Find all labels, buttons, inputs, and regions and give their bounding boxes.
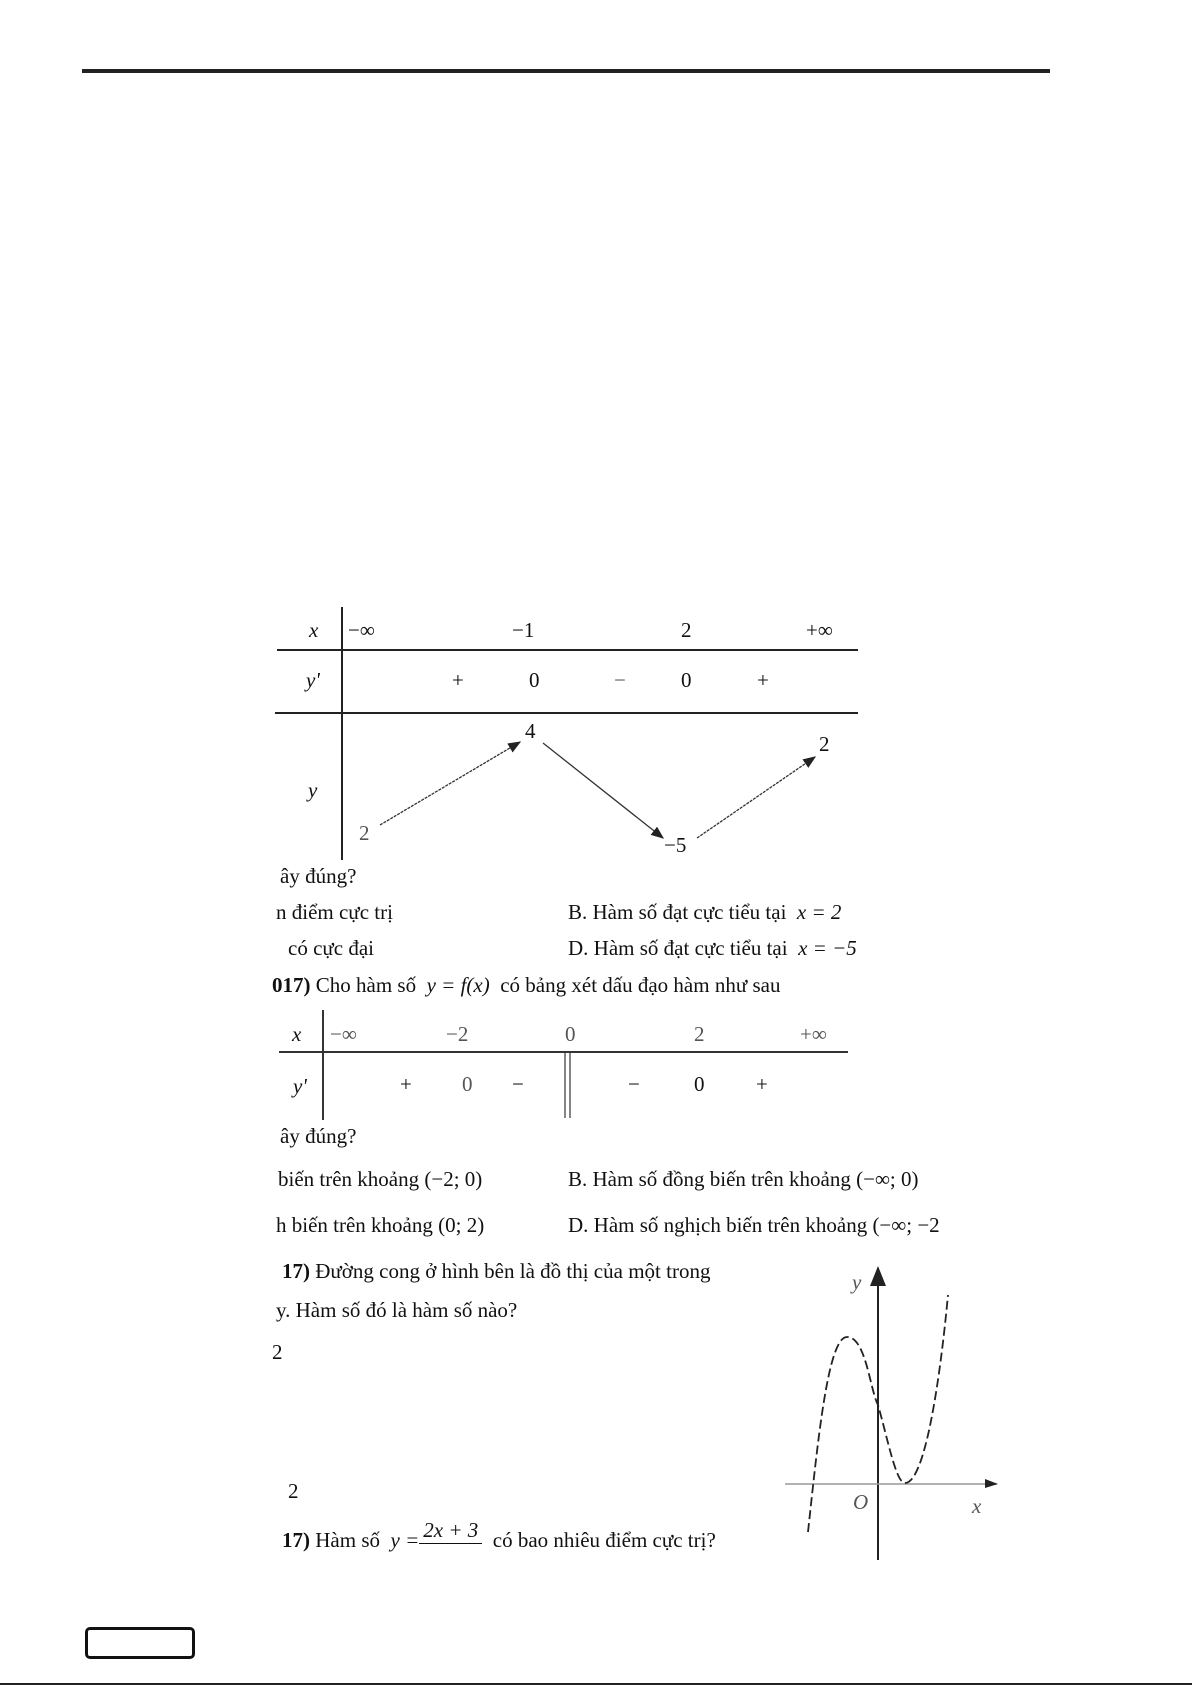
- t1-x-label: x: [309, 618, 319, 642]
- t2-sign: 0: [694, 1072, 705, 1096]
- q2-option-b: B. Hàm số đồng biến trên khoảng (−∞; 0): [568, 1167, 919, 1191]
- q2-option-a: biến trên khoảng (−2; 0): [278, 1167, 483, 1191]
- t1-y-value: 2: [819, 732, 830, 756]
- q1-stem: ây đúng?: [280, 864, 357, 888]
- t2-x-label: x: [292, 1022, 302, 1046]
- footer-box: [85, 1627, 195, 1659]
- t1-y-value: −5: [664, 833, 687, 857]
- q1-option-b: B. Hàm số đạt cực tiểu tại x = 2: [568, 900, 842, 924]
- q3-question-line2: y. Hàm số đó là hàm số nào?: [276, 1298, 518, 1322]
- t1-y-value: 2: [359, 821, 370, 845]
- t2-x-value: 2: [694, 1022, 705, 1046]
- t2-sign: +: [756, 1072, 768, 1096]
- t2-sign: −: [628, 1072, 640, 1096]
- t1-y-value: 4: [525, 719, 536, 743]
- q1-option-c: có cực đại: [288, 936, 374, 960]
- q2-question: 017) Cho hàm số y = f(x) có bảng xét dấu đạo hàm như sau: [272, 973, 781, 997]
- t1-sign: 0: [681, 668, 692, 692]
- t1-sign: −: [614, 668, 626, 692]
- t1-sign: 0: [529, 668, 540, 692]
- variation-arrows: [380, 742, 815, 838]
- t1-sign: +: [757, 668, 769, 692]
- t1-x-value: −∞: [348, 618, 375, 642]
- t1-x-value: +∞: [806, 618, 833, 642]
- t1-x-value: 2: [681, 618, 692, 642]
- graph-y-label: y: [852, 1270, 862, 1294]
- graph-x-label: x: [972, 1494, 982, 1518]
- q2-option-c: h biến trên khoảng (0; 2): [276, 1213, 485, 1237]
- q3-option-fragment: 2: [288, 1479, 299, 1503]
- t2-x-value: −∞: [330, 1022, 357, 1046]
- t1-y-label: y: [308, 778, 318, 802]
- q2-stem: ây đúng?: [280, 1124, 357, 1148]
- t1-x-value: −1: [512, 618, 535, 642]
- t2-sign: −: [512, 1072, 524, 1096]
- t1-sign: +: [452, 668, 464, 692]
- t2-sign: +: [400, 1072, 412, 1096]
- q2-option-d: D. Hàm số nghịch biến trên khoảng (−∞; −2: [568, 1213, 940, 1237]
- graph-origin-label: O: [853, 1490, 869, 1514]
- q3-option-fragment: 2: [272, 1340, 283, 1364]
- t2-sign: 0: [462, 1072, 473, 1096]
- fraction: 2x + 3: [419, 1520, 482, 1564]
- q3-question: 17) Đường cong ở hình bên là đồ thị của một trong: [282, 1259, 711, 1283]
- function-graph: [785, 1268, 998, 1560]
- sign-table-lines: [279, 1010, 848, 1120]
- t1-yp-label: y': [306, 668, 320, 692]
- q4-question: 17) Hàm số y = 2x + 3 có bao nhiêu điểm cực trị?: [282, 1520, 716, 1564]
- q1-option-d: D. Hàm số đạt cực tiểu tại x = −5: [568, 936, 857, 960]
- t2-x-value: 0: [565, 1022, 576, 1046]
- q1-option-a: n điểm cực trị: [276, 900, 393, 924]
- t2-yp-label: y': [293, 1074, 307, 1098]
- t2-x-value: +∞: [800, 1022, 827, 1046]
- t2-x-value: −2: [446, 1022, 469, 1046]
